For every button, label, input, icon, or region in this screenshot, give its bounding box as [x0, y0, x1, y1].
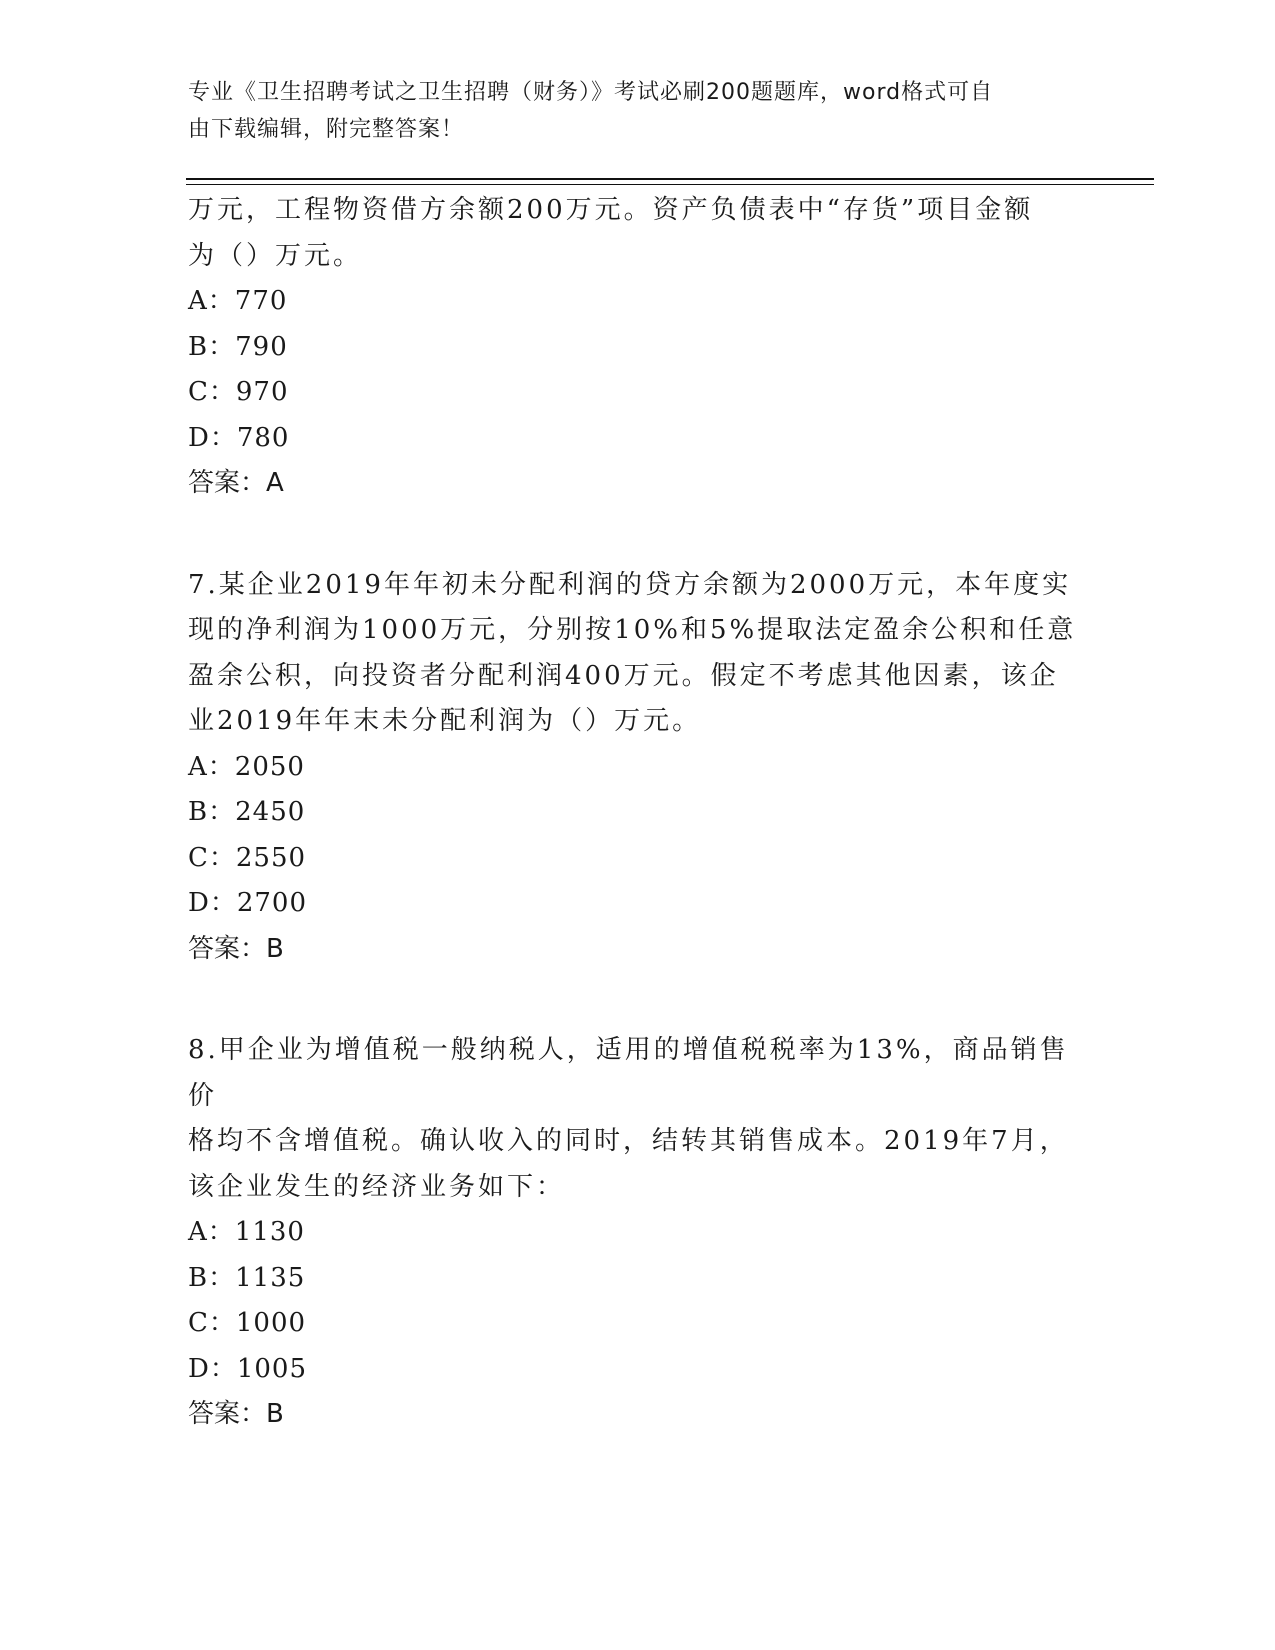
spacer	[188, 972, 1088, 1028]
option-d: D：2700	[188, 888, 308, 918]
document-body	[188, 188, 1088, 1438]
question-text-line: 业2019年年末未分配利润为（）万元。	[188, 706, 702, 736]
question-text-line: 现的净利润为1000万元，分别按10%和5%提取法定盈余公积和任意	[188, 615, 1077, 645]
option-a: A：770	[188, 286, 288, 316]
header-rule-thin	[186, 184, 1154, 185]
option-d: D：1005	[188, 1353, 308, 1384]
option-a: A：1130	[188, 1217, 305, 1247]
question-text-line: 盈余公积，向投资者分配利润400万元。假定不考虑其他因素，该企	[188, 660, 1059, 691]
question-text-line: 为（）万元。	[188, 240, 363, 271]
option-b: B：790	[188, 331, 288, 362]
spacer	[188, 507, 1088, 563]
answer-line: 答案：B	[188, 1399, 284, 1429]
question-text-line: 该企业发生的经济业务如下：	[188, 1171, 566, 1202]
header-line-1: 专业《卫生招聘考试之卫生招聘（财务）》考试必刷200题题库，word格式可自	[188, 80, 994, 105]
option-b: B：1135	[188, 1262, 306, 1293]
option-c: C：2550	[188, 842, 307, 873]
question-text-line: 格均不含增值税。确认收入的同时，结转其销售成本。2019年7月，	[188, 1126, 1069, 1156]
option-a: A：2050	[188, 751, 305, 782]
header-rule-thick	[186, 178, 1154, 180]
option-c: C：1000	[188, 1308, 307, 1338]
header-line-2: 由下载编辑，附完整答案！	[188, 117, 465, 142]
question-text-line: 万元，工程物资借方余额200万元。资产负债表中“存货”项目金额	[188, 195, 1034, 225]
option-b: B：2450	[188, 797, 306, 827]
question-text-line: 8.甲企业为增值税一般纳税人，适用的增值税税率为13%，商品销售价	[188, 1035, 1069, 1111]
question-8	[188, 1028, 1088, 1438]
question-continued	[188, 188, 1088, 507]
answer-line: 答案：B	[188, 933, 284, 964]
option-d: D：780	[188, 422, 290, 453]
question-7	[188, 563, 1088, 973]
question-text-line: 7.某企业2019年年初未分配利润的贷方余额为2000万元，本年度实	[188, 569, 1072, 600]
answer-line: 答案：A	[188, 468, 284, 498]
document-header	[188, 74, 1068, 148]
option-c: C：970	[188, 377, 289, 407]
